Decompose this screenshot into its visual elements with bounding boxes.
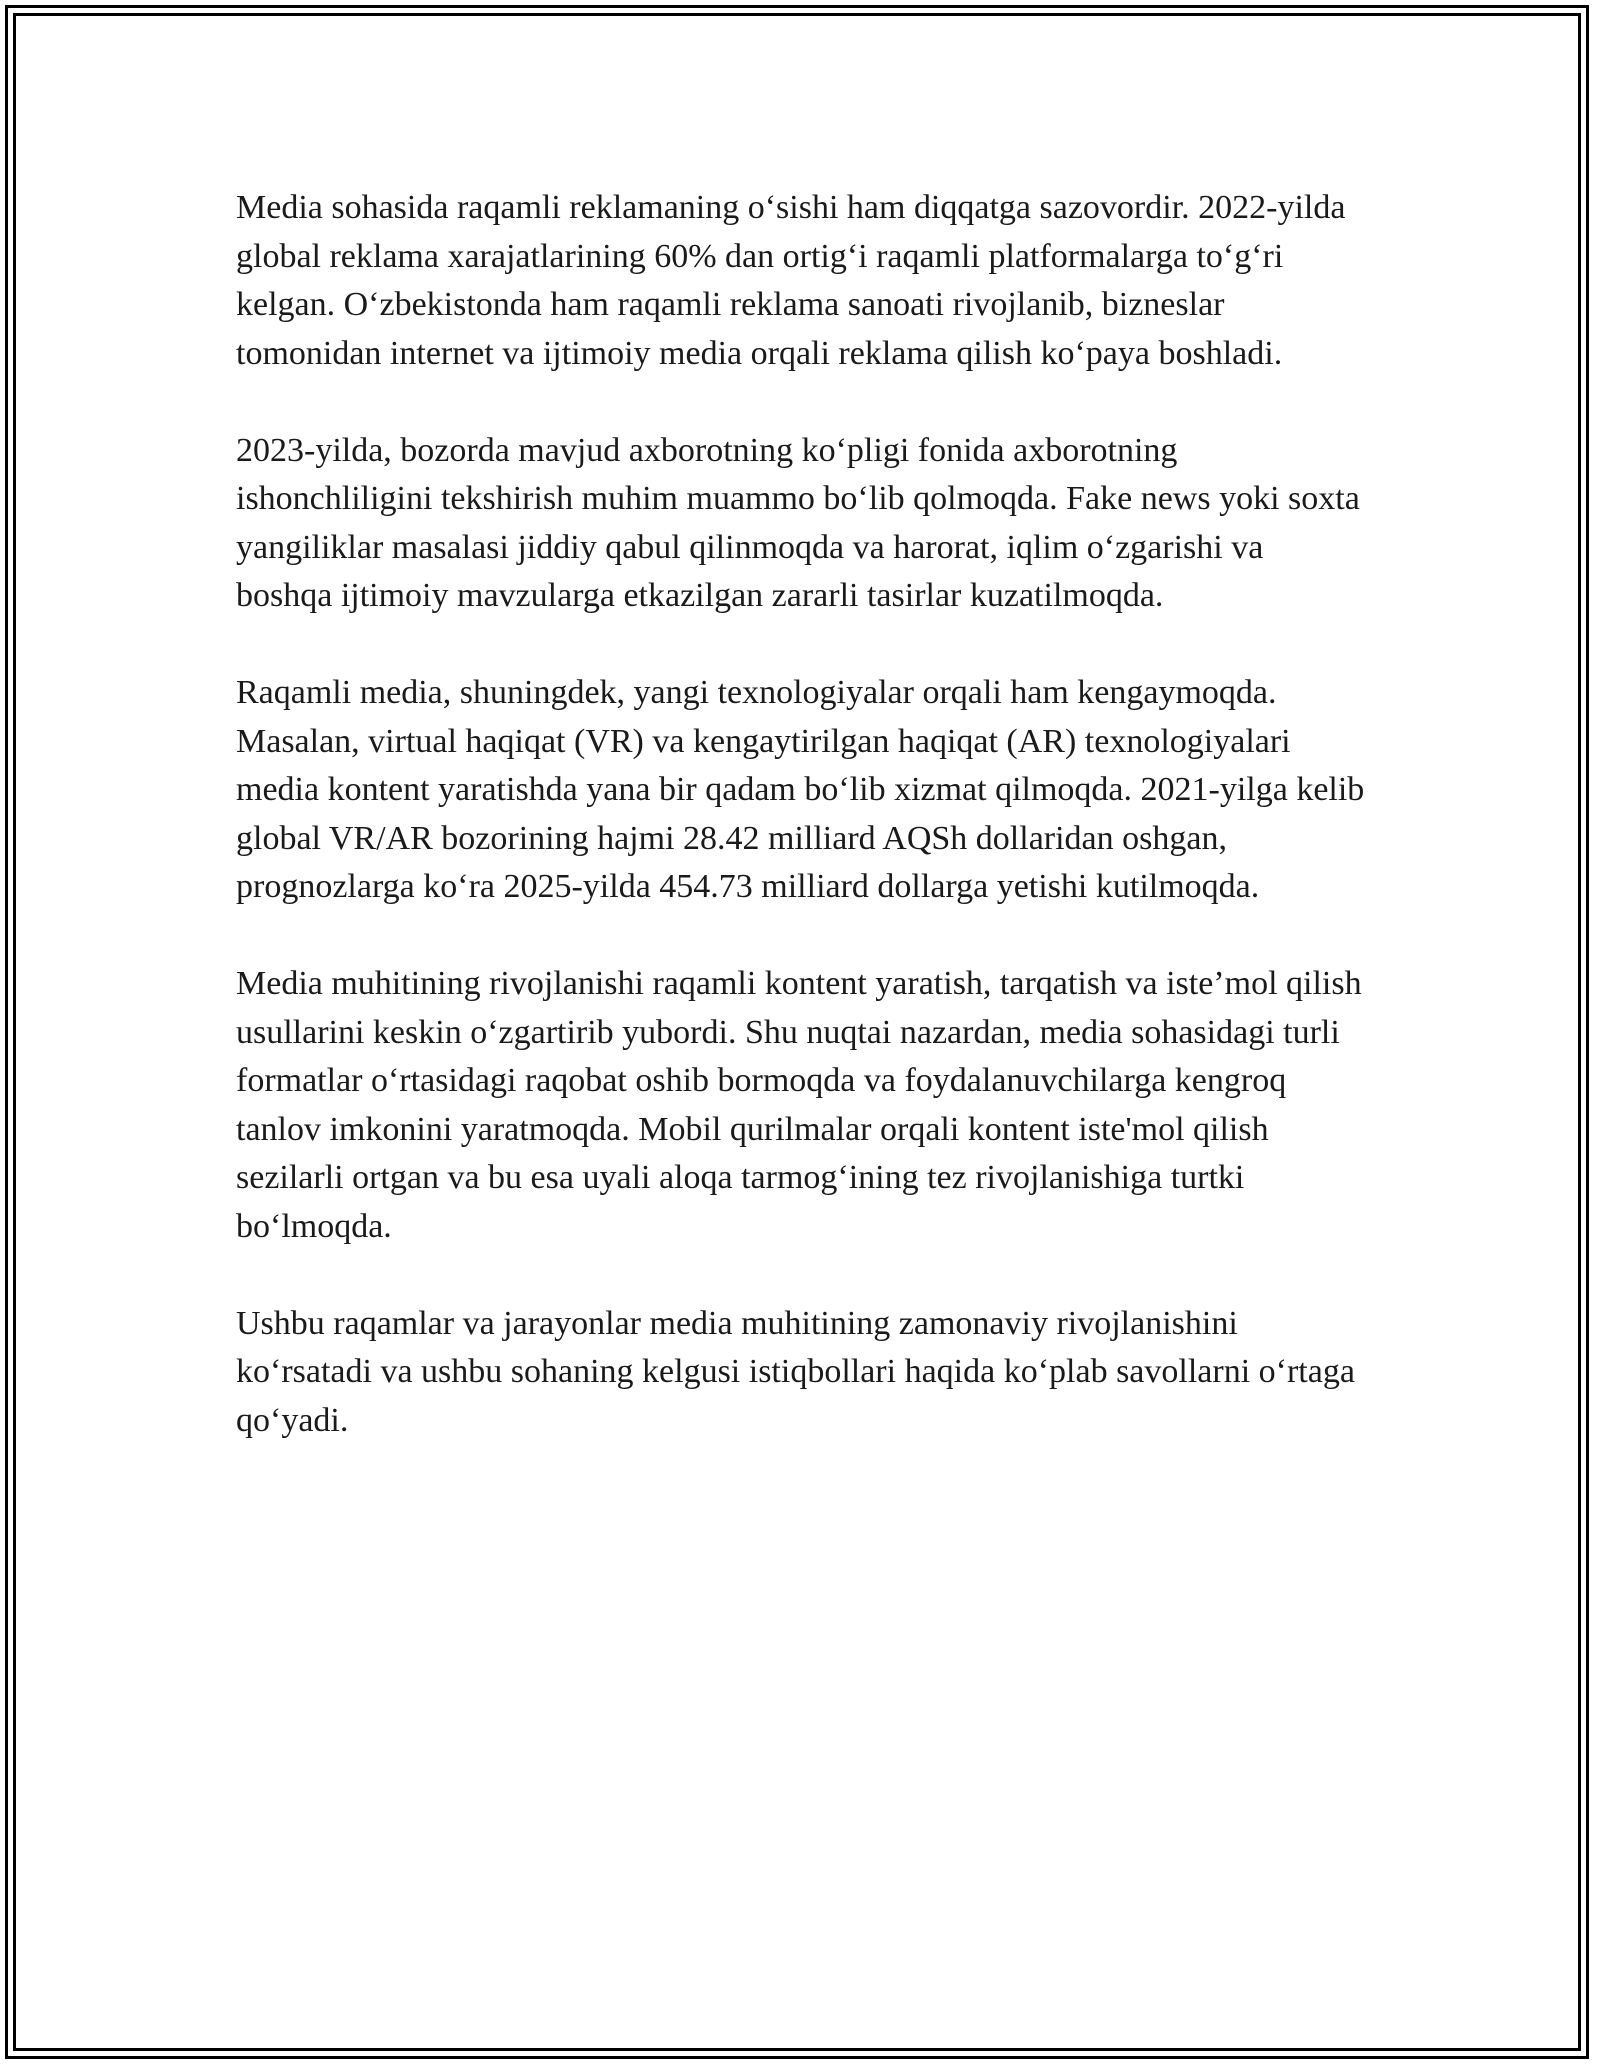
- paragraph-5: Ushbu raqamlar va jarayonlar media muhitining zamonaviy rivojlanishini ko‘rsatadi va ushbu sohaning kelgusi istiqbollari haqida ko‘plab savollarni o‘rtaga qo‘yadi.: [236, 1304, 1355, 1439]
- paragraph-3: Raqamli media, shuningdek, yangi texnologiyalar orqali ham kengaymoqda. Masalan, virtual haqiqat (VR) va kengaytirilgan haqiqat (AR) texnologiyalari media kontent yaratishda yana bir qadam bo‘lib xizmat qilmoqda. 2021-yilga kelib global VR/AR bozorining hajmi 28.42 milliard AQSh dollaridan oshgan, prognozlarga ko‘ra 2025-yilda 454.73 milliard dollarga yetishi kutilmoqda.: [236, 674, 1365, 905]
- document-body: [236, 184, 1366, 1494]
- paragraph-4: Media muhitining rivojlanishi raqamli kontent yaratish, tarqatish va iste’mol qilish usullarini keskin o‘zgartirib yubordi. Shu nuqtai nazardan, media sohasidagi turli formatlar o‘rtasidagi raqobat oshib bormoqda va foydalanuvchilarga kengroq tanlov imkonini yaratmoqda. Mobil qurilmalar orqali kontent iste'mol qilish sezilarli ortgan va bu esa uyali aloqa tarmog‘ining tez rivojlanishiga turtki bo‘lmoqda.: [236, 965, 1362, 1245]
- paragraph-2: 2023-yilda, bozorda mavjud axborotning ko‘pligi fonida axborotning ishonchliligini tekshirish muhim muammo bo‘lib qolmoqda. Fake news yoki soxta yangiliklar masalasi jiddiy qabul qilinmoqda va harorat, iqlim o‘zgarishi va boshqa ijtimoiy mavzularga etkazilgan zararli tasirlar kuzatilmoqda.: [236, 431, 1360, 614]
- paragraph-1: Media sohasida raqamli reklamaning o‘sishi ham diqqatga sazovordir. 2022-yilda global reklama xarajatlarining 60% dan ortig‘i raqamli platformalarga to‘g‘ri kelgan. O‘zbekistonda ham raqamli reklama sanoati rivojlanib, bizneslar tomonidan internet va ijtimoiy media orqali reklama qilish ko‘paya boshladi.: [236, 189, 1346, 372]
